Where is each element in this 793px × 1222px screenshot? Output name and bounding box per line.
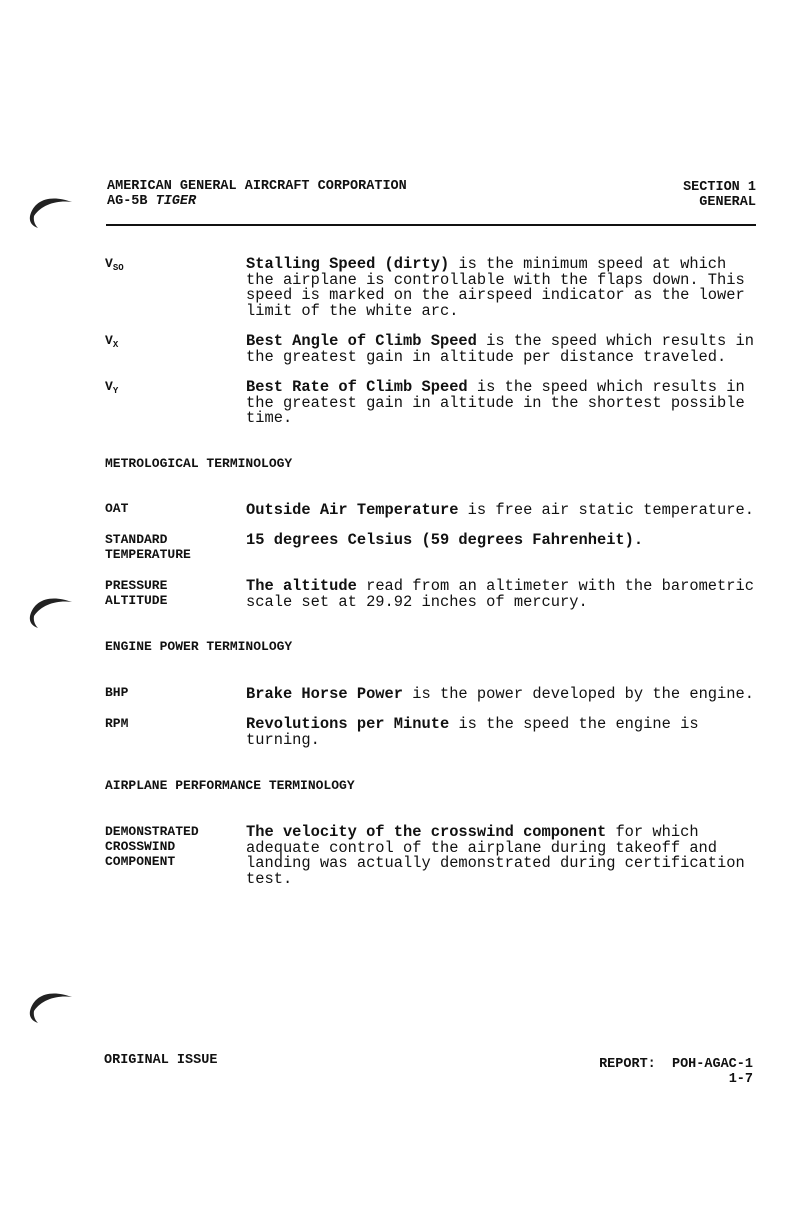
header-rule <box>106 224 756 226</box>
term-demonstrated-crosswind-component: DEMONSTRATED CROSSWIND COMPONENT <box>105 824 199 869</box>
term-standard-temperature: STANDARD TEMPERATURE <box>105 532 191 562</box>
section-number: SECTION 1 <box>683 180 756 195</box>
section-name: GENERAL <box>699 195 756 210</box>
term-rpm: RPM <box>105 716 129 731</box>
report-number: REPORT: POH-AGAC-1 <box>599 1057 753 1072</box>
definition-pressure-altitude: The altitude read from an altimeter with the barometric scale set at 29.92 inches of mercury. <box>246 577 754 611</box>
definition-rpm: Revolutions per Minute is the speed the engine is turning. <box>246 715 699 749</box>
term-vx: $V_X$ <box>105 333 119 350</box>
definition-standard-temperature: 15 degrees Celsius (59 degrees Fahrenheit). <box>246 531 644 549</box>
term-vso: $V_{SO}$ <box>105 256 124 273</box>
punch-hole-mark <box>28 985 74 1025</box>
original-issue: ORIGINAL ISSUE <box>104 1053 218 1068</box>
term-bhp: BHP <box>105 685 129 700</box>
term-pressure-altitude: PRESSURE ALTITUDE <box>105 578 168 608</box>
definition-oat: Outside Air Temperature is free air static temperature. <box>246 501 754 519</box>
aircraft-model <box>107 194 196 209</box>
term-vy: $V_Y$ <box>105 379 119 396</box>
page-number: 1-7 <box>728 1072 753 1087</box>
punch-hole-mark <box>28 590 74 630</box>
performance-heading: AIRPLANE PERFORMANCE TERMINOLOGY <box>105 778 355 793</box>
definition-vx: Best Angle of Climb Speed is the speed which results in the greatest gain in altitude per distance traveled. <box>246 332 754 366</box>
model-prefix: AG-5B <box>107 194 148 209</box>
metrological-heading: METROLOGICAL TERMINOLOGY <box>105 456 293 471</box>
definition-vso: Stalling Speed (dirty) is the minimum speed at which the airplane is controllable with the flaps down. This speed is marked on the airspeed indicator as the lower limit of the white arc. <box>246 255 745 320</box>
company-name: AMERICAN GENERAL AIRCRAFT CORPORATION <box>107 179 407 194</box>
punch-hole-mark <box>28 190 74 230</box>
definition-demonstrated-crosswind-component: The velocity of the crosswind component for which adequate control of the airplane during takeoff and landing was actually demonstrated during certification test. <box>246 823 745 888</box>
term-oat: OAT <box>105 501 129 516</box>
definition-vy: Best Rate of Climb Speed is the speed which results in the greatest gain in altitude in the shortest possible time. <box>246 378 745 428</box>
engine-heading: ENGINE POWER TERMINOLOGY <box>105 639 293 654</box>
model-name: TIGER <box>155 194 197 209</box>
definition-bhp: Brake Horse Power is the power developed by the engine. <box>246 685 754 703</box>
